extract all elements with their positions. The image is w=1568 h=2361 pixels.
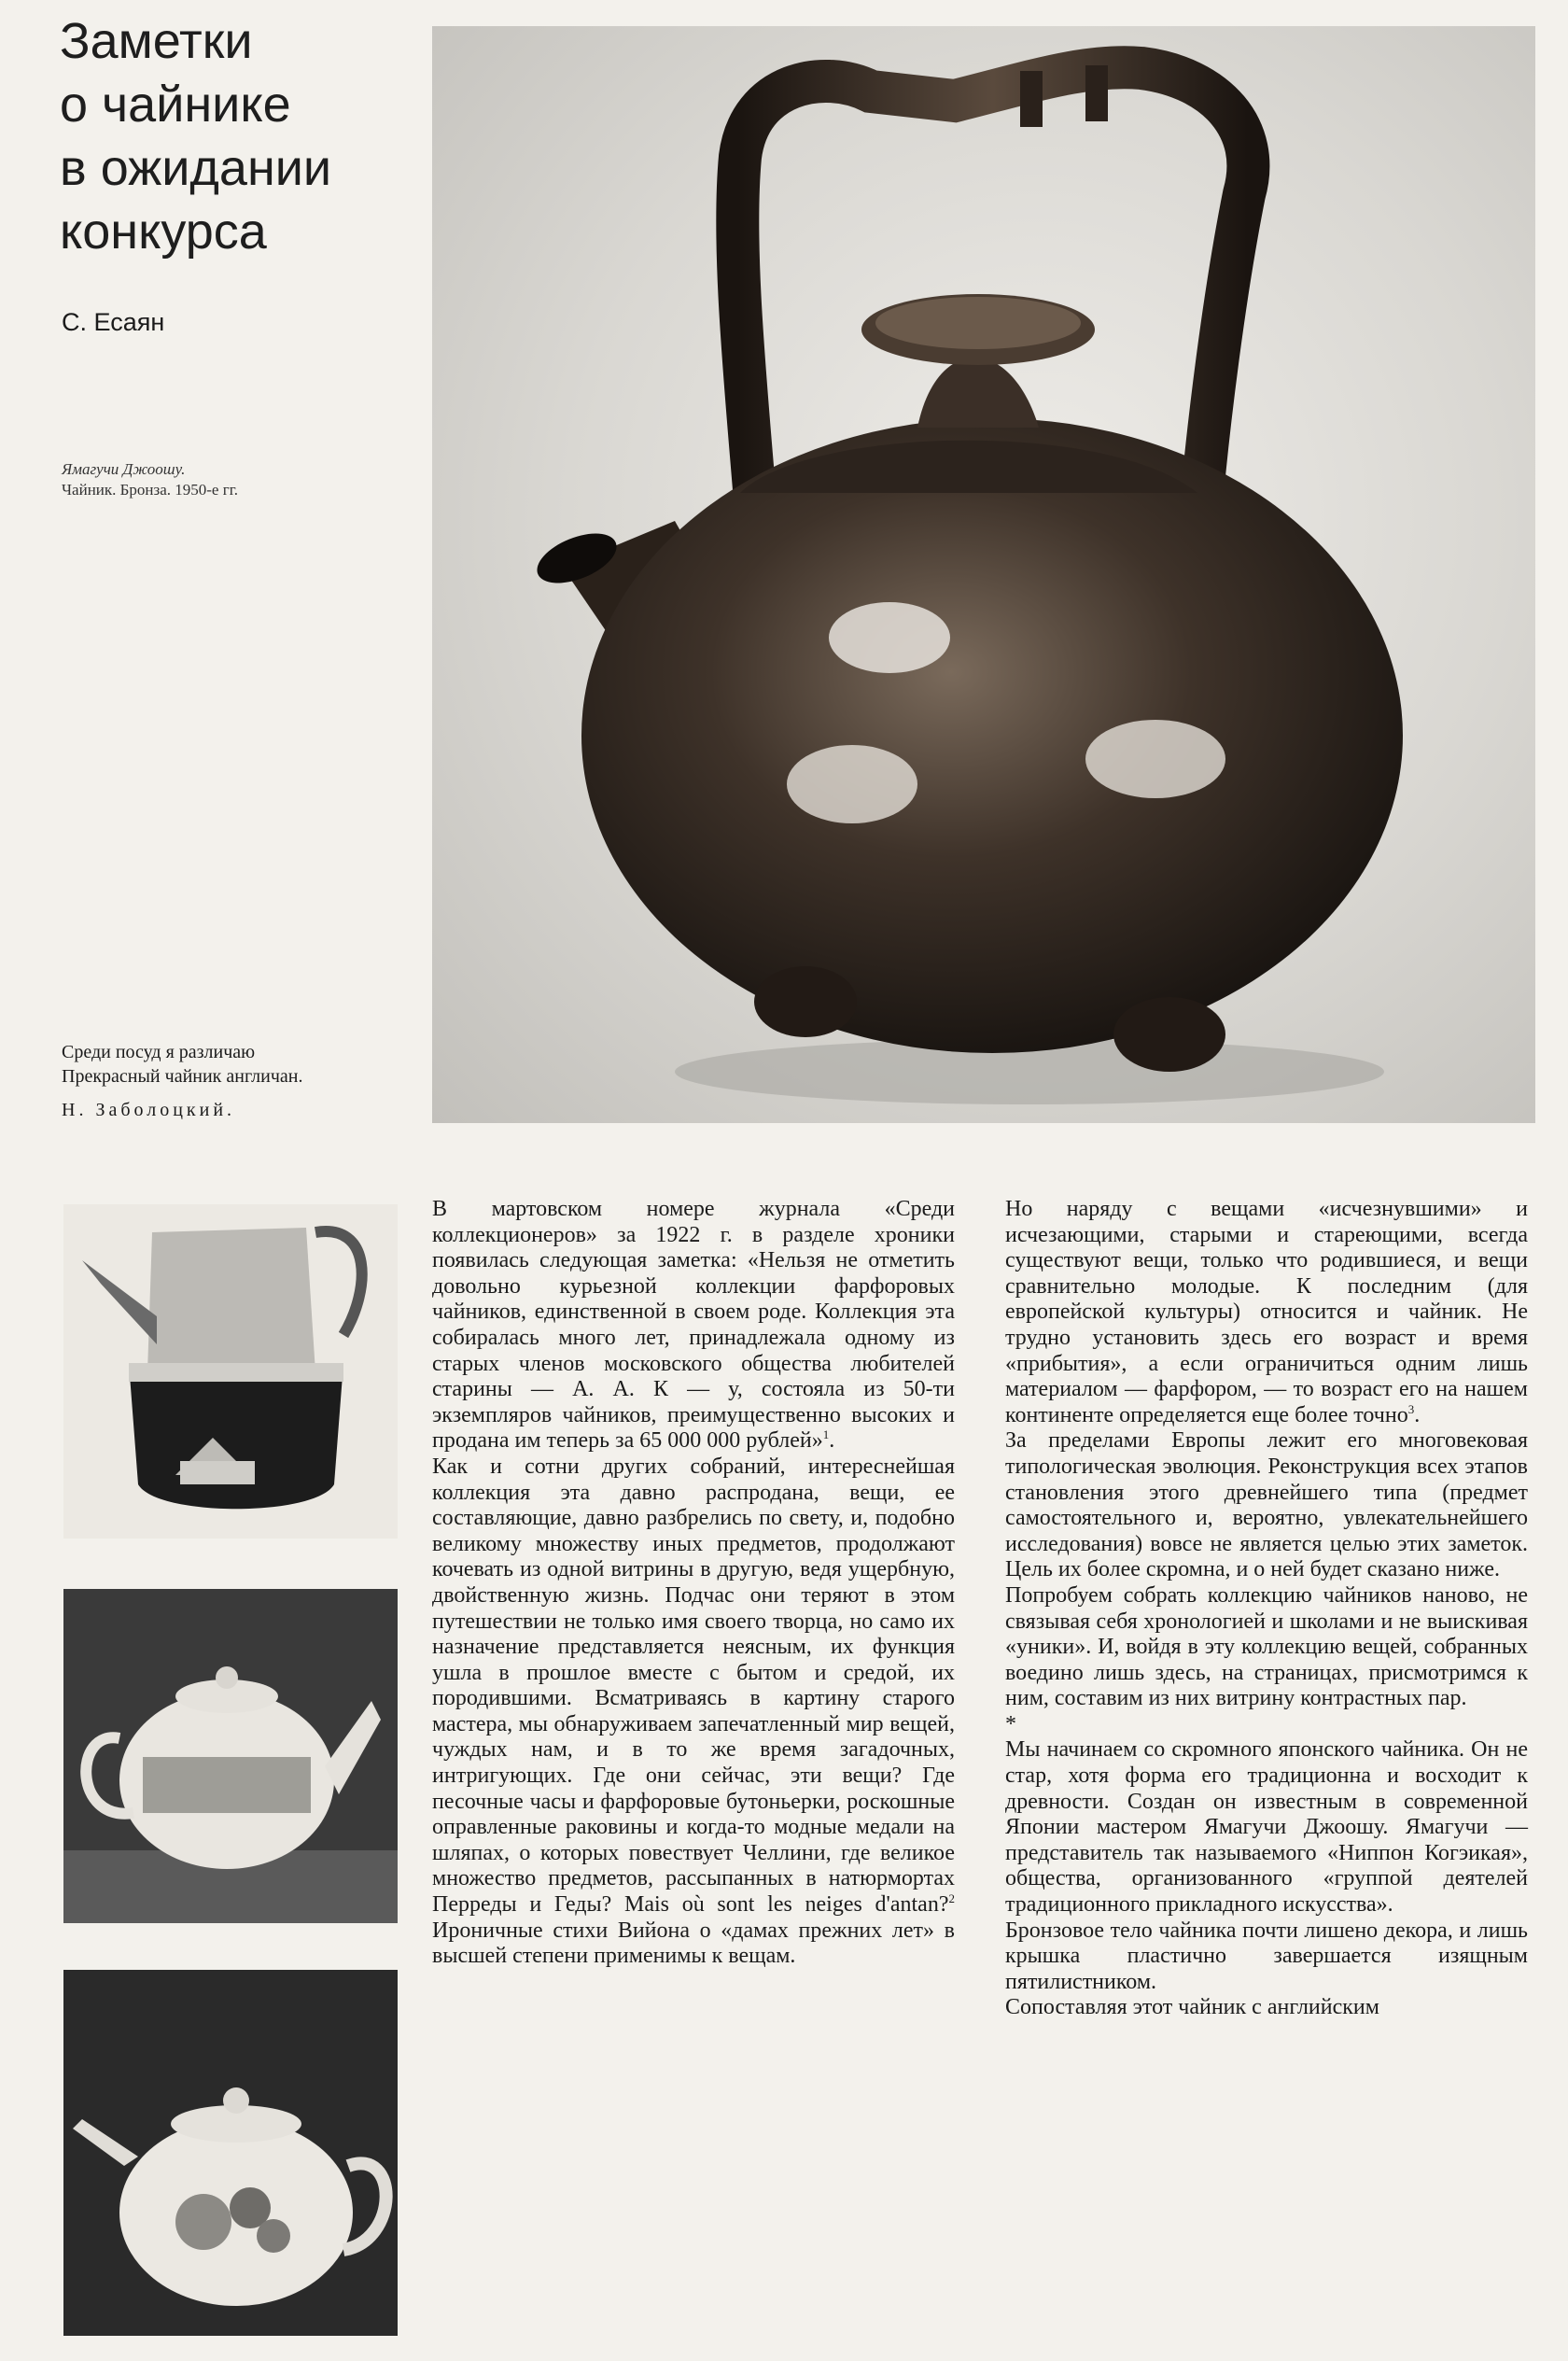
floral-teapot-image: [63, 1970, 398, 2336]
footnote-ref: 1: [822, 1427, 830, 1442]
paragraph: За пределами Европы лежит его многовековая типологическая эволюция. Реконструкция всех этапов становления этого древнейшего типа (предмет самостоятельного и, вероятно, увлекательнейшего исследования) вовсе не является целью этих заметок. Цель их более скромна, и о ней будет сказано ниже.: [1005, 1428, 1528, 1582]
footnote-ref: 3: [1407, 1401, 1415, 1416]
epigraph-line: Среди посуд я различаю: [62, 1042, 256, 1062]
paragraph: Бронзовое тело чайника почти лишено декора, и лишь крышка пластично завершается изящным пятилистником.: [1005, 1918, 1528, 1994]
title-line: о чайнике: [60, 77, 291, 133]
round-teapot-image: [63, 1589, 398, 1923]
floral-teapot-photo: [63, 1970, 398, 2336]
tall-teapot-image: [63, 1204, 398, 1539]
paragraph: Сопоставляя этот чайник с английским: [1005, 1995, 1379, 2020]
title-line: конкурса: [60, 204, 267, 260]
author-name: С. Есаян: [62, 308, 165, 336]
epigraph-line: Прекрасный чайник англичан.: [62, 1066, 303, 1087]
article-title: [60, 9, 414, 263]
bronze-teapot-image: [432, 26, 1535, 1123]
paragraph: В мартовском номере журнала «Среди коллекционеров» за 1922 г. в разделе хроники появилась следующая заметка: «Нельзя не отметить довольно курьезной коллекции фарфоровых чайников, единственной в своем роде. Коллекция эта собиралась много лет, принадлежала одному из старых членов московского общества любителей старины — А. А. К — у, состояла из 50-ти экземпляров чайников, преимущественно высоких и продана им теперь за 65 000 000 рублей»$^1$.: [432, 1197, 955, 1454]
porcelain-jug-photo: [63, 1204, 398, 1539]
title-line: в ожидании: [60, 140, 332, 196]
text-column-right: [1005, 1197, 1528, 2021]
paragraph: Но наряду с вещами «исчезнувшими» и исчезающими, старыми и стареющими, всегда существуют вещи, только что родившиеся, и вещи сравнительно молодые. К последним (для европейской культуры) относится и чайник. Не трудно установить здесь его возраст и время «прибытия», а если ограничиться одним лишь материалом — фарфором, — то возраст его на нашем континенте определяется еще более точно$^3$.: [1005, 1197, 1528, 1427]
epigraph: [62, 1040, 435, 1122]
caption-artist: Ямагучи Джоошу.: [62, 460, 186, 478]
caption-details: Чайник. Бронза. 1950-е гг.: [62, 481, 239, 499]
paragraph: Мы начинаем со скромного японского чайника. Он не стар, хотя форма его традиционна и восходит к древности. Создан он известным в современной Японии мастером Ямагучи Джоошу. Ямагучи — представитель так называемого «Ниппон Когэикая», общества, организованного «группой деятелей традиционного прикладного искусства».: [1005, 1737, 1528, 1918]
main-teapot-photo: [432, 26, 1535, 1123]
footnote-ref: 2: [948, 1891, 955, 1906]
paragraph: Как и сотни других собраний, интереснейшая коллекция эта давно распродана, вещи, ее составляющие, давно разбрелись по свету, и, подобно великому множеству иных предметов, продолжают кочевать из одной витрины в другую, ведя ущербную, двойственную жизнь. Подчас они теряют в этом путешествии не только имя своего творца, но само их назначение представляется неясным, их функция ушла в прошлое вместе с бытом и средой, их породившими. Всматриваясь в картину старого мастера, мы обнаруживаем запечатленный мир вещей, чуждых нам, и в то же время загадочных, интригующих. Где они сейчас, эти вещи? Где песочные часы и фарфоровые бутоньерки, роскошные оправленные раковины и когда-то модные медали на шляпах, о которых повествует Челлини, где великое множество предметов, рассыпанных в натюрмортах Перреды и Геды? Mais où sont les neiges d'antan?$^2$ Ироничные стихи Вийона о «дамах прежних лет» в высшей степени применимы к вещам.: [432, 1454, 955, 1969]
porcelain-teapot-photo: [63, 1589, 398, 1923]
title-line: Заметки: [60, 13, 253, 69]
epigraph-attribution: Н. Заболоцкий.: [62, 1100, 236, 1120]
text-column-left: [432, 1197, 955, 1970]
section-separator: *: [1005, 1711, 1016, 1736]
photo-caption: [62, 459, 398, 500]
paragraph: Попробуем собрать коллекцию чайников наново, не связывая себя хронологией и школами и не выискивая «уники». И, войдя в эту коллекцию вещей, собранных воедино лишь здесь, на страницах, присмотримся к ним, составим из них витрину контрастных пар.: [1005, 1582, 1528, 1711]
